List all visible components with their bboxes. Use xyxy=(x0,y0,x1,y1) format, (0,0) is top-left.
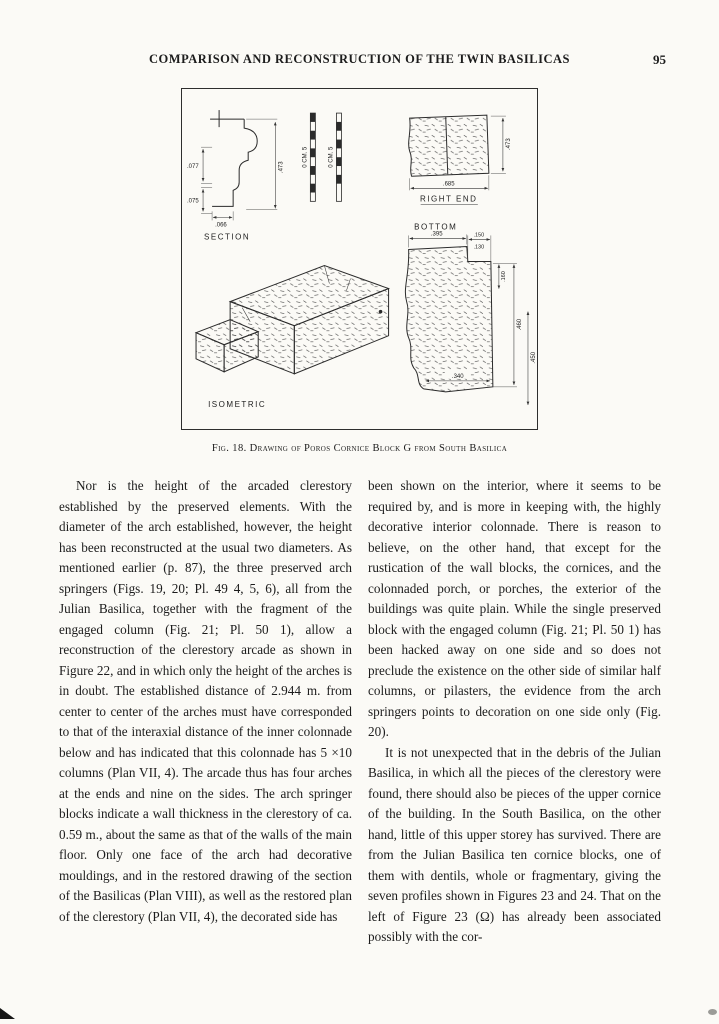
isometric-label: ISOMETRIC xyxy=(208,399,267,409)
dimension-label: .340 xyxy=(451,373,464,380)
cornice-block-drawing xyxy=(182,89,537,429)
dimension-label: .460 xyxy=(516,318,523,331)
dimension-label: .395 xyxy=(430,231,443,238)
dimension-label: .130 xyxy=(473,244,485,251)
figure xyxy=(181,88,538,430)
figure-caption: Fig. 18. Drawing of Poros Cornice Block G from South Basilica xyxy=(211,443,508,454)
scan-artifact xyxy=(708,1009,717,1015)
dimension-label: .473 xyxy=(505,138,512,151)
scan-artifact xyxy=(0,1008,15,1019)
dimension-label: .473 xyxy=(278,161,285,174)
right-end-label: RIGHT END xyxy=(420,194,478,204)
body-paragraph: Nor is the height of the arcaded clerestory established by the preserved elements. With the diameter of the arch established, however, the height has been reconstructed at the usual two diameters. As mentioned earlier (p. 87), the three preserved arch springers (Figs. 19, 20; Pl. 49 4, 5, 6), all from the Julian Basilica, together with the fragment of the engaged column (Fig. 21; Pl. 50 1), allow a reconstruction of the clerestory arcade as shown in Figure 22, and in which only the height of the arches is in doubt. The established distance of 2.944 m. from center to center of the arches must have corresponded to that of the interaxial distance of the inner colonnade below and has indicated that this colonnade has 5 ×10 columns (Plan VII, 4). The arcade thus has four arches at the ends and nine on the sides. The arch springer blocks indicate a wall thickness in the clerestory of ca. 0.59 m., about the same as that of the walls of the main floor. Only one face of the arch had decorative mouldings, and in the restored drawing of the section of the Basilicas (Plan VIII), as well as the restored plan of the clerestory (Plan VII, 4), the decorated side has xyxy=(59,478,352,924)
left-column xyxy=(59,476,352,948)
bottom-label: BOTTOM xyxy=(414,222,458,232)
dimension-label: .066 xyxy=(215,222,227,229)
dimension-label: .160 xyxy=(500,271,507,282)
right-column xyxy=(368,476,661,948)
right-end-view xyxy=(409,115,512,204)
dimension-label: .685 xyxy=(442,181,455,188)
body-paragraph: It is not unexpected that in the debris of the Julian Basilica, in which all the pieces of the clerestory were found, there should also be pieces of the upper cornice of the building. In the South Basilica, on the other hand, little of this upper storey has survived. There are from the Julian Basilica ten cornice blocks, one of them with dentils, whole or fragmentary, giving the seven profiles shown in Figures 23 and 24. That on the left of Figure 23 (Ω) has already been associated possibly with the cor- xyxy=(368,744,661,944)
text-columns xyxy=(59,476,661,948)
body-paragraph: been shown on the interior, where it seems to be required by, and is more in keeping with, the highly decorative interior colonnade. There is reason to believe, on the other hand, that except for the rustication of the wall blocks, the cornices, and the colonnaded porch, or porches, the exterior of the buildings was quite plain. While the single preserved block with the engaged column (Fig. 21; Pl. 50 1) has been hacked away on one side and so does not preclude the existence on the other side of similar half columns, or pilasters, the evidence from the arch springers points to decoration on one side only (Fig. 20). xyxy=(368,478,661,739)
isometric-view xyxy=(196,266,389,409)
dimension-label: .077 xyxy=(187,164,199,171)
dimension-label: .150 xyxy=(473,232,485,239)
drawing-dot xyxy=(379,310,383,314)
running-head xyxy=(0,52,719,67)
section-label: SECTION xyxy=(204,232,251,242)
dimension-label: .450 xyxy=(530,351,537,364)
bottom-view xyxy=(405,231,537,404)
section-drawing xyxy=(187,110,284,241)
dimension-label: .075 xyxy=(187,198,199,205)
scale-bars xyxy=(302,113,341,201)
scale-label: 0 CM. 5 xyxy=(328,146,335,168)
header-title: COMPARISON AND RECONSTRUCTION OF THE TWIN BASILICAS xyxy=(149,52,570,66)
scale-label: 0 CM. 5 xyxy=(302,146,309,168)
page-number: 95 xyxy=(653,52,666,67)
